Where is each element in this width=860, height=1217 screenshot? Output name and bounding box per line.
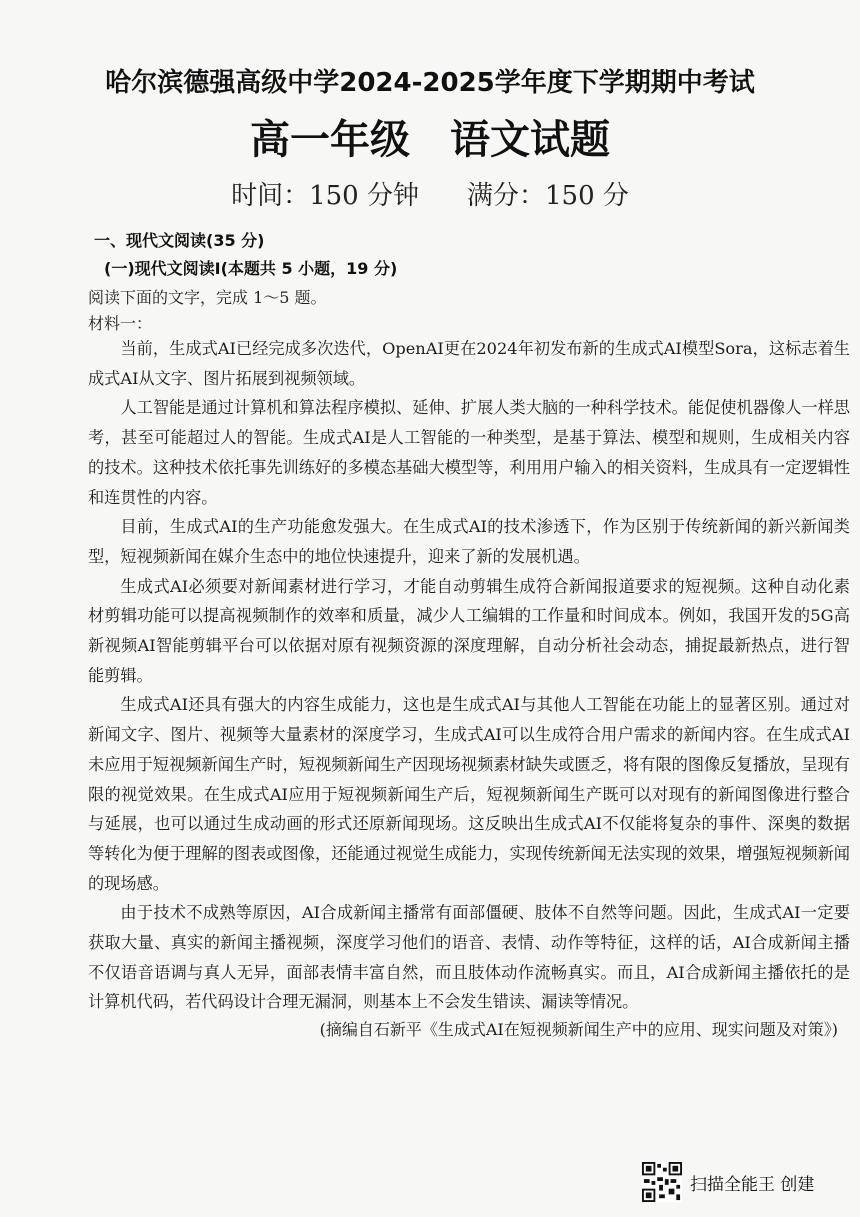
subject-label: 语文试题: [450, 117, 610, 163]
paragraph: 人工智能是通过计算机和算法程序模拟、延伸、扩展人类大脑的一种科学技术。能促使机器像人一样思考，甚至可能超过人的智能。生成式AI是人工智能的一种类型，是基于算法、模型和规则，生成相关内容的技术。这种技术依托事先训练好的多模态基础大模型等，利用用户输入的相关资料，生成具有一定逻辑性和连贯性的内容。: [88, 398, 850, 507]
paragraph: 当前，生成式AI已经完成多次迭代，OpenAI更在2024年初发布新的生成式AI模型Sora，这标志着生成式AI从文字、图片拓展到视频领域。: [88, 339, 850, 388]
footer-text: 扫描全能王 创建: [690, 1174, 815, 1195]
exam-title: [0, 108, 860, 165]
paragraph: 由于技术不成熟等原因，AI合成新闻主播常有面部僵硬、肢体不自然等问题。因此，生成式AI一定要获取大量、真实的新闻主播视频，深度学习他们的语音、表情、动作等特征，这样的话，AI合成新闻主播不仅语音语调与真人无异，面部表情丰富自然，而且肢体动作流畅真实。而且，AI合成新闻主播依托的是计算机代码，若代码设计合理无漏洞，则基本上不会发生错读、漏读等情况。: [88, 903, 850, 1012]
article-body: [88, 334, 850, 1017]
scanner-watermark: [642, 1162, 814, 1202]
sub-heading: (一)现代文阅读Ⅰ(本题共 5 小题，19 分): [104, 259, 398, 278]
grade-label: 高一年级: [250, 117, 410, 163]
paragraph: 生成式AI必须要对新闻素材进行学习，才能自动剪辑生成符合新闻报道要求的短视频。这种自动化素材剪辑功能可以提高视频制作的效率和质量，减少人工编辑的工作量和时间成本。例如，我国开发的5G高新视频AI智能剪辑平台可以依据对原有视频资源的深度理解，自动分析社会动态，捕捉最新热点，进行智能剪辑。: [88, 576, 850, 685]
score-label: 满分：150 分: [467, 181, 629, 211]
material-label: 材料一：: [88, 314, 153, 333]
exam-meta: [0, 175, 860, 212]
paragraph: 生成式AI还具有强大的内容生成能力，这也是生成式AI与其他人工智能在功能上的显著区别。通过对新闻文字、图片、视频等大量素材的深度学习，生成式AI可以生成符合用户需求的新闻内容。在生成式AI未应用于短视频新闻生产时，短视频新闻生产因现场视频素材缺失或匮乏，将有限的图像反复播放，呈现有限的视觉效果。在生成式AI应用于短视频新闻生产后，短视频新闻生产既可以对现有的新闻图像进行整合与延展，也可以通过生成动画的形式还原新闻现场。这反映出生成式AI不仅能将复杂的事件、深奥的数据等转化为便于理解的图表或图像，还能通过视觉生成能力，实现传统新闻无法实现的效果，增强短视频新闻的现场感。: [88, 695, 850, 893]
part-heading: 一、现代文阅读(35 分): [94, 231, 265, 250]
citation: (摘编自石新平《生成式AI在短视频新闻生产中的应用、现实问题及对策》): [319, 1020, 838, 1039]
time-label: 时间：150 分钟: [231, 181, 419, 211]
school-title: 哈尔滨德强高级中学2024-2025学年度下学期期中考试: [105, 68, 755, 98]
instruction: 阅读下面的文字，完成 1～5 题。: [88, 288, 327, 307]
paragraph: 目前，生成式AI的生产功能愈发强大。在生成式AI的技术渗透下，作为区别于传统新闻的新兴新闻类型，短视频新闻在媒介生态中的地位快速提升，迎来了新的发展机遇。: [88, 517, 850, 566]
qr-code-icon: [642, 1162, 682, 1202]
